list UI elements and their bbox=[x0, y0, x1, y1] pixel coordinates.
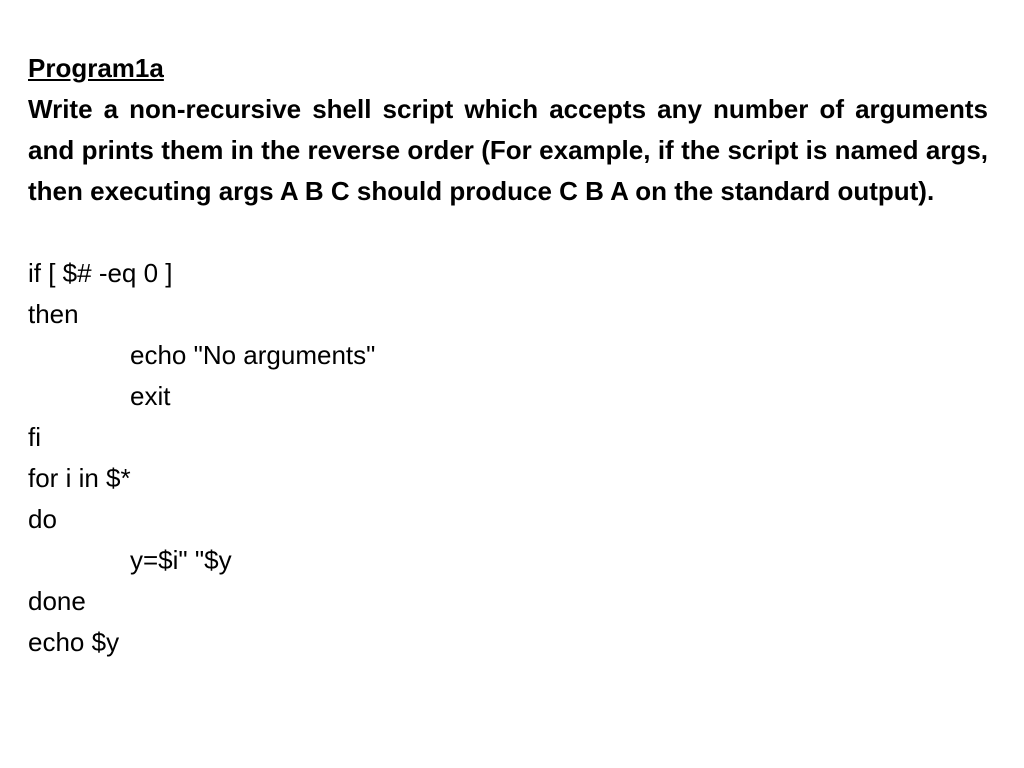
code-line: fi bbox=[28, 422, 41, 452]
task-description: Write a non-recursive shell script which accepts any number of arguments and prints them in the reverse order (For example, if the script is named args, then executing args A B C should produce C B A on the standard output). bbox=[28, 94, 988, 206]
program-title: Program1a bbox=[28, 53, 164, 83]
code-line: echo "No arguments" bbox=[130, 340, 376, 370]
code-line: echo $y bbox=[28, 627, 120, 657]
code-line: then bbox=[28, 299, 79, 329]
code-line: do bbox=[28, 504, 57, 534]
code-line: y=$i" "$y bbox=[130, 545, 232, 575]
code-line: done bbox=[28, 586, 86, 616]
slide-content bbox=[28, 48, 988, 663]
code-line: if [ $# -eq 0 ] bbox=[28, 258, 173, 288]
code-line: exit bbox=[130, 381, 171, 411]
code-block bbox=[28, 253, 988, 663]
code-line: for i in $* bbox=[28, 463, 131, 493]
spacer bbox=[28, 212, 988, 253]
